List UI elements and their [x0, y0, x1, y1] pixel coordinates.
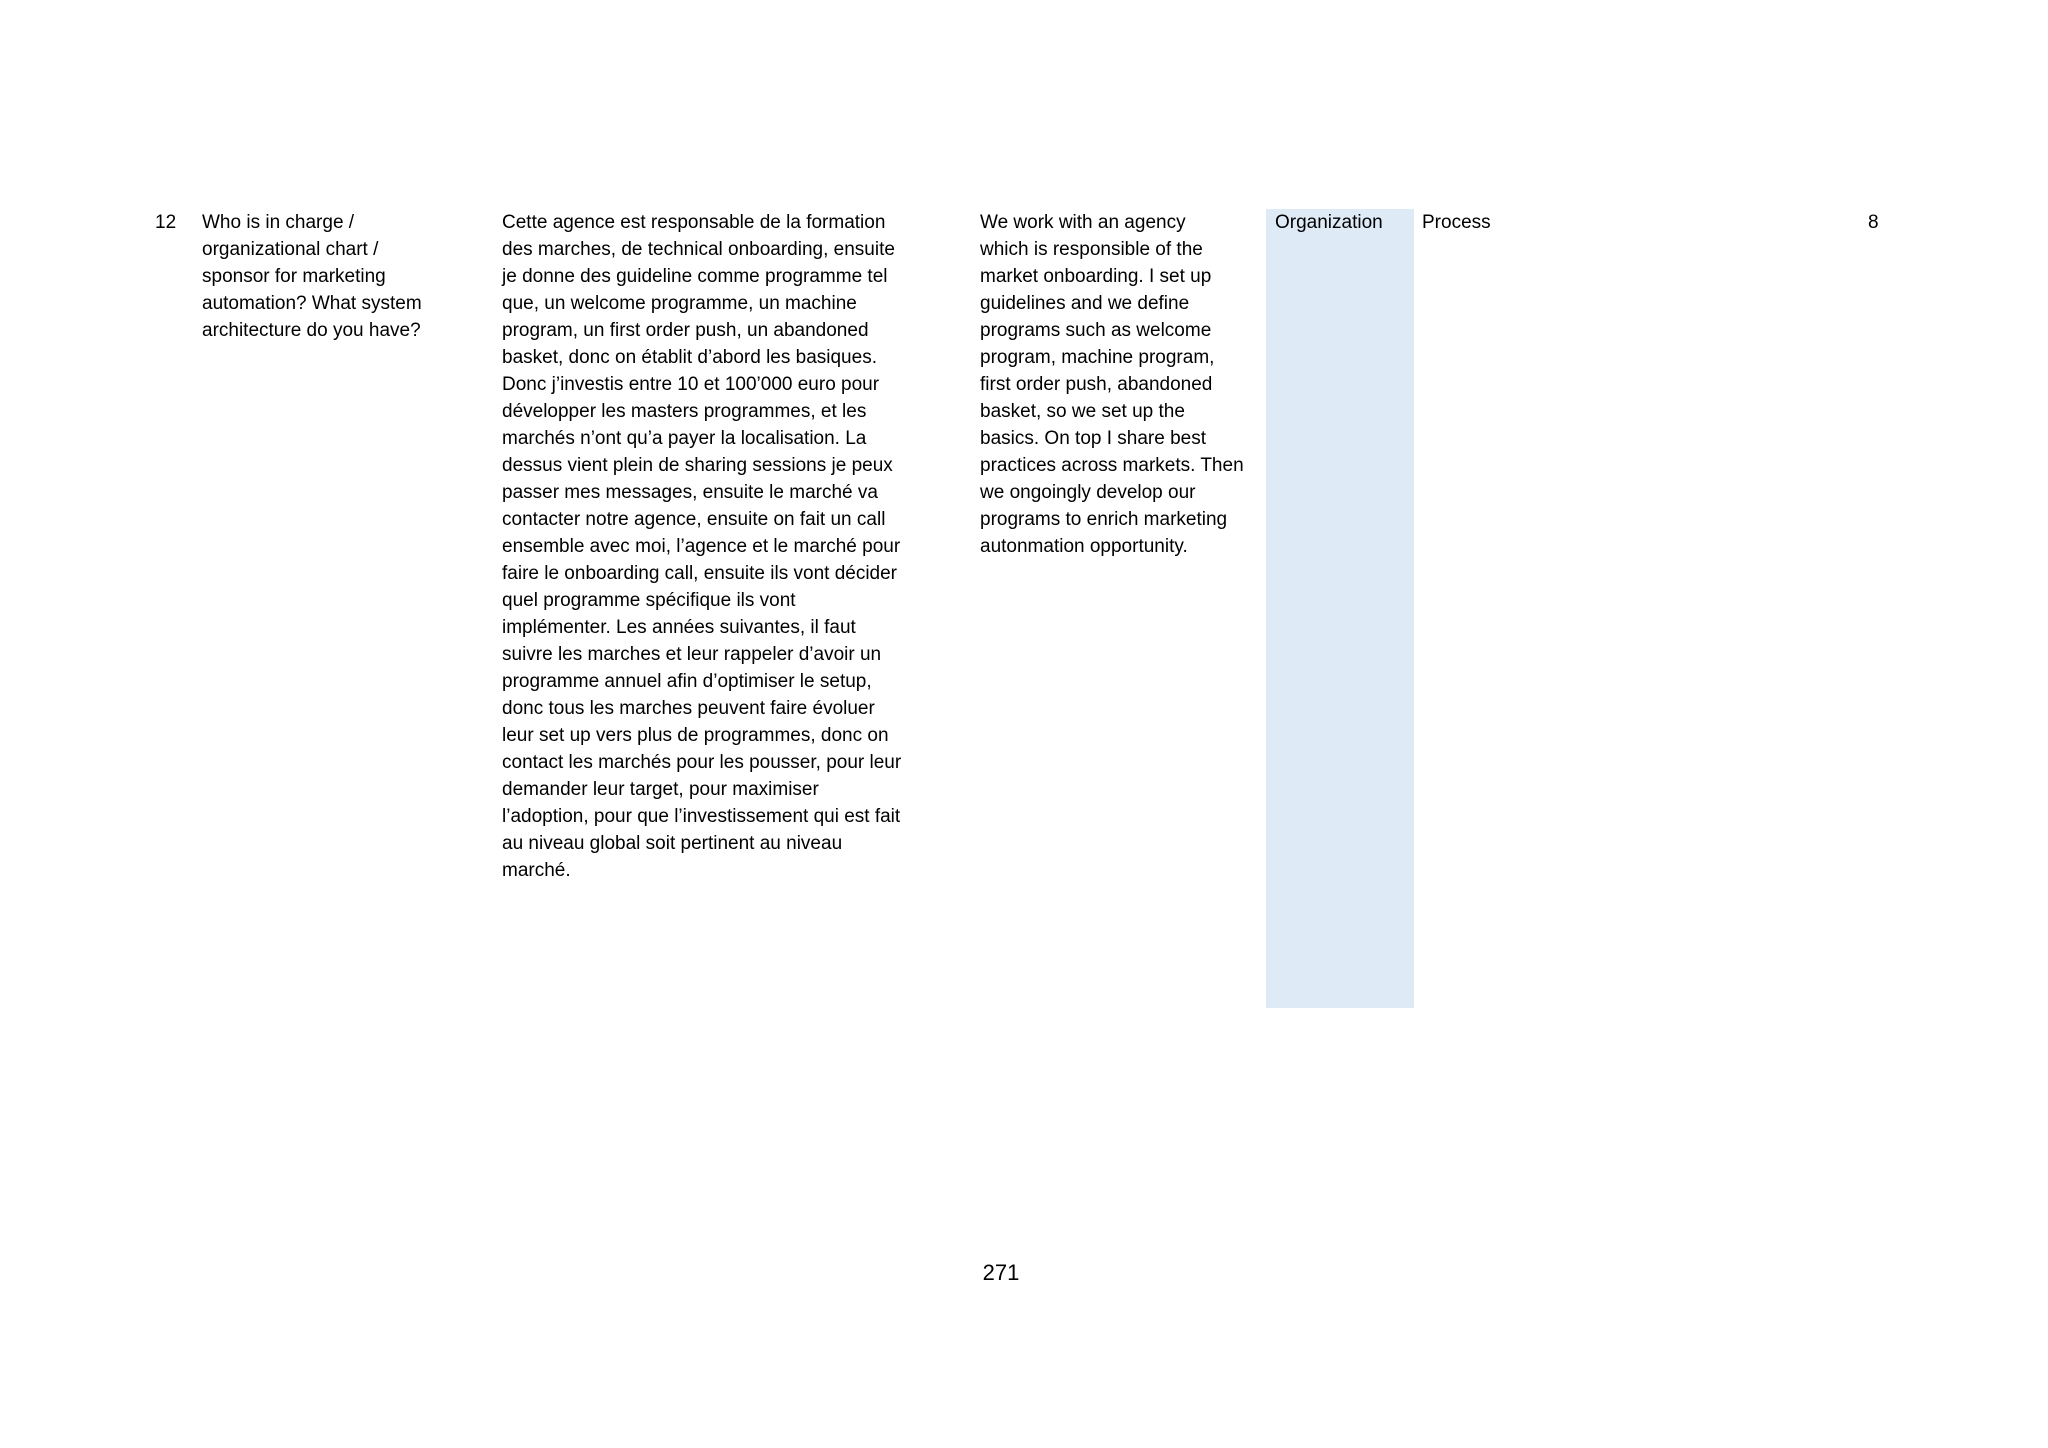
- answer-french-cell: Cette agence est responsable de la formation des marches, de technical onboarding, ensuite je donne des guideline comme programme tel que, un welcome programme, un machine program, un first order push, un abandoned basket, donc on établit d’abord les basiques. Donc j’investis entre 10 et 100’000 euro pour développer les masters programmes, et les marchés n’ont qu’a payer la localisation. La dessus vient plein de sharing sessions je peux passer mes messages, ensuite le marché va contacter notre agence, ensuite on fait un call ensemble avec moi, l’agence et le marché pour faire le onboarding call, ensuite ils vont décider quel programme spécifique ils vont implémenter. Les années suivantes, il faut suivre les marches et leur rappeler d’avoir un programme annuel afin d’optimiser le setup, donc tous les marches peuvent faire évoluer leur set up vers plus de programmes, donc on contact les marchés pour les pousser, pour leur demander leur target, pour maximiser l’adoption, pour que l’investissement qui est fait au niveau global soit pertinent au niveau marché.: [502, 212, 902, 881]
- answer-english-cell: We work with an agency which is responsible of the market onboarding. I set up guidelines and we define programs such as welcome program, machine program, first order push, abandoned basket, so we set up the basics. On top I share best practices across markets. Then we ongoingly develop our programs to enrich marketing autonmation opportunity.: [980, 212, 1244, 557]
- page-number: 271: [982, 1260, 1020, 1285]
- subcategory-cell: Process: [1422, 212, 1491, 233]
- row-number: 12: [155, 212, 177, 233]
- category-cell: Organization: [1275, 212, 1383, 233]
- category-highlight: [1266, 209, 1414, 1008]
- question-cell: Who is in charge / organizational chart / sponsor for marketing automation? What system architecture do you have?: [202, 212, 422, 341]
- count-cell: 8: [1868, 212, 1879, 233]
